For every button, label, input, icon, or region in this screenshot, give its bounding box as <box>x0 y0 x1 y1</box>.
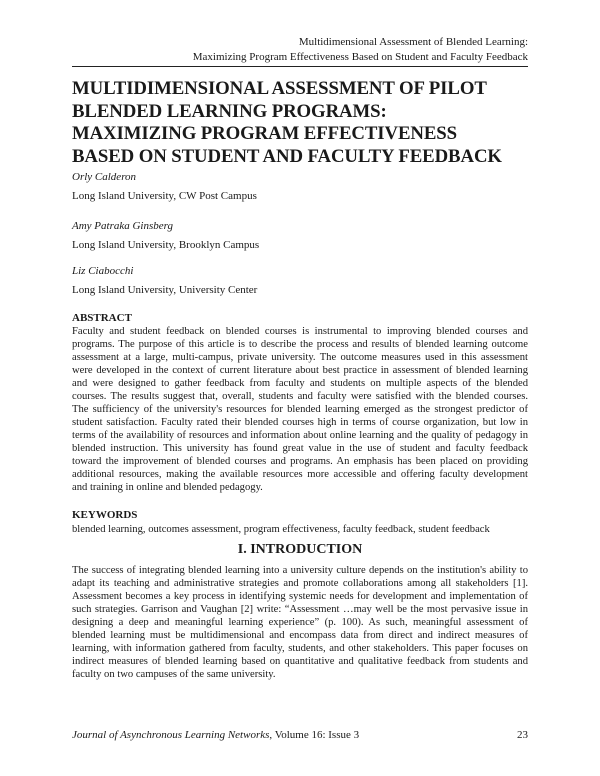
abstract-line: were developed in the context of current literature about best practice in assessment of blended learning <box>72 365 528 376</box>
introduction-body <box>72 564 528 681</box>
abstract-line: courses. The results suggest that, overall, students and faculty were satisfied with the blended courses. <box>72 391 528 402</box>
abstract-line: and were designed to gather feedback from faculty and students on multiple aspects of the blended <box>72 378 528 389</box>
introduction-line: blended learning must be multidimensional and encompass data from direct and indirect measures of <box>72 630 528 641</box>
page-footer <box>72 729 528 741</box>
paper-title <box>72 78 542 168</box>
footer-journal: Journal of Asynchronous Learning Networks <box>72 729 270 741</box>
author-affiliation: Long Island University, CW Post Campus <box>72 190 257 202</box>
abstract-body <box>72 325 528 494</box>
abstract-line: assessment at a large, multi-campus, private university. The outcome measures used in this assessment <box>72 352 528 363</box>
introduction-line: learning, with information gathered from faculty, students, and other stakeholders. This paper focuses on <box>72 643 528 654</box>
page-number: 23 <box>517 729 528 741</box>
title-line: BLENDED LEARNING PROGRAMS: <box>72 100 387 122</box>
introduction-line: The success of integrating blended learning into a university culture depends on the institution's ability to <box>72 565 528 576</box>
footer-volume: , Volume 16: Issue 3 <box>269 729 360 741</box>
introduction-line: such strategies. Garrison and Vaughan [2] write: “Assessment …may well be the most pervasive issue in <box>72 604 528 615</box>
keywords-text: blended learning, outcomes assessment, program effectiveness, faculty feedback, student feedback <box>72 524 490 535</box>
title-line: MAXIMIZING PROGRAM EFFECTIVENESS <box>72 123 457 144</box>
abstract-line: Faculty and student feedback on blended courses is instrumental to improving blended courses and <box>72 326 528 337</box>
title-line: BASED ON STUDENT AND FACULTY FEEDBACK <box>72 145 502 167</box>
introduction-line: Assessment becomes a key process in identifying systemic needs for development and implementation of <box>72 591 528 602</box>
abstract-line: programs. The purpose of this article is to describe the process and results of blended learning outcome <box>72 339 528 350</box>
introduction-line: designing a deep and meaningful learning experience” (p. 100). As such, meaningful assessment of <box>72 617 528 628</box>
title-line: MULTIDIMENSIONAL ASSESSMENT OF PILOT <box>72 78 487 99</box>
abstract-line: and training in online and blended pedagogy. <box>72 482 263 493</box>
author-affiliation: Long Island University, University Center <box>72 284 258 296</box>
introduction-line: adapt its teaching and administrative strategies and promote collaborations among all stakeholders [1]. <box>72 578 528 589</box>
abstract-line: student satisfaction. Faculty rated their blended courses high in terms of course organization, but low in <box>72 417 528 428</box>
abstract-line: additional resources, making the available resources more accessible and offering faculty development <box>72 469 528 480</box>
abstract-line: The sufficiency of the university's resources for blended learning emerged as the strongest predictor of <box>72 404 528 415</box>
footer-citation <box>72 729 359 741</box>
author-block <box>72 264 257 298</box>
author-name: Amy Patraka Ginsberg <box>72 220 174 232</box>
abstract-heading: ABSTRACT <box>72 312 132 324</box>
running-header-line-2: Maximizing Program Effectiveness Based on Student and Faculty Feedback <box>192 51 528 63</box>
author-block <box>72 219 259 253</box>
author-block <box>72 170 257 204</box>
introduction-line: faculty on two campuses of the same university. <box>72 669 276 680</box>
abstract-line: blended instruction. This university has found great value in the use of student and faculty feedback <box>72 443 528 454</box>
author-name: Liz Ciabocchi <box>72 265 134 277</box>
introduction-heading: I. INTRODUCTION <box>237 542 363 557</box>
abstract-line: terms of the availability of resources and information about online learning and the quality of pedagogy in <box>72 430 528 441</box>
running-header-line-1: Multidimensional Assessment of Blended Learning: <box>298 36 528 48</box>
introduction-line: indirect measures of blended learning based on quantitative and qualitative feedback from students and <box>72 656 528 667</box>
keywords-heading: KEYWORDS <box>72 509 138 521</box>
running-header <box>193 35 528 65</box>
author-affiliation: Long Island University, Brooklyn Campus <box>72 239 260 251</box>
abstract-line: toward the improvement of blended courses and programs. An emphasis has been placed on providing <box>72 456 528 467</box>
header-rule <box>72 66 528 67</box>
author-name: Orly Calderon <box>72 171 137 183</box>
